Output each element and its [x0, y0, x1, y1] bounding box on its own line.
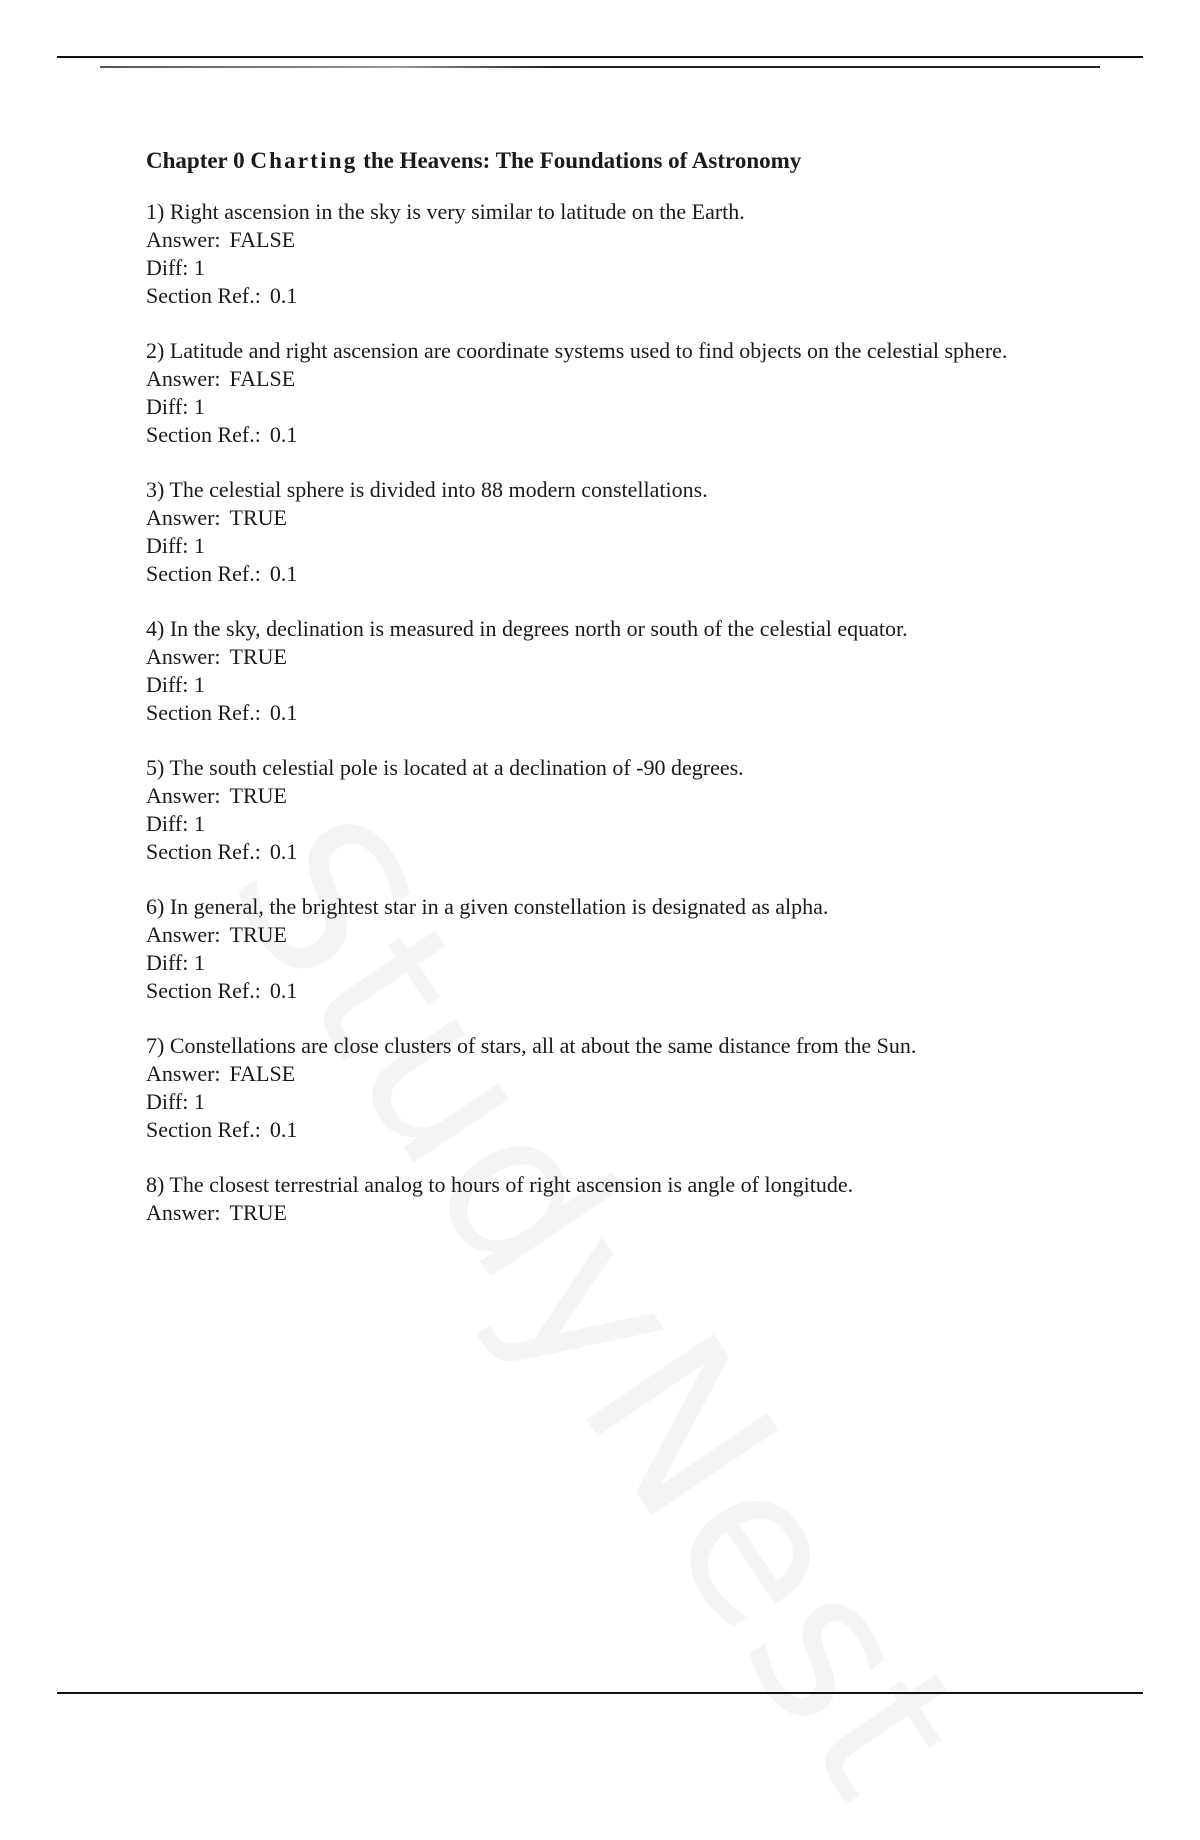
- diff-value: 1: [193, 1089, 205, 1114]
- question-text: 3) The celestial sphere is divided into 88 modern constellations.: [146, 477, 708, 502]
- top-rule: [57, 56, 1143, 58]
- section-ref-line: [146, 699, 1046, 727]
- section-ref-value: 0.1: [269, 561, 298, 586]
- section-ref-line: [146, 977, 1046, 1005]
- answer-value: TRUE: [229, 505, 287, 530]
- section-ref-line: [146, 282, 1046, 310]
- answer-value: TRUE: [229, 922, 287, 947]
- diff-label: Diff:: [146, 811, 189, 836]
- answer-line: [146, 643, 1046, 671]
- answer-label: Answer:: [146, 644, 221, 669]
- diff-line: [146, 810, 1046, 838]
- answer-value: TRUE: [229, 1200, 287, 1225]
- section-ref-line: [146, 421, 1046, 449]
- diff-value: 1: [193, 255, 205, 280]
- question-item: [146, 198, 1046, 310]
- document-body: [146, 144, 1046, 1254]
- section-ref-value: 0.1: [269, 978, 298, 1003]
- answer-value: TRUE: [229, 644, 287, 669]
- answer-value: TRUE: [229, 783, 287, 808]
- answer-label: Answer:: [146, 1061, 221, 1086]
- diff-line: [146, 1088, 1046, 1116]
- answer-value: FALSE: [229, 1061, 296, 1086]
- title-spaced: Charting: [250, 148, 358, 173]
- diff-label: Diff:: [146, 533, 189, 558]
- question-item: [146, 476, 1046, 588]
- diff-value: 1: [193, 950, 205, 975]
- answer-line: [146, 921, 1046, 949]
- answer-label: Answer:: [146, 505, 221, 530]
- answer-line: [146, 782, 1046, 810]
- question-item: [146, 754, 1046, 866]
- question-text: 2) Latitude and right ascension are coordinate systems used to find objects on the celestial sphere.: [146, 338, 1008, 363]
- diff-value: 1: [193, 533, 205, 558]
- answer-line: [146, 1060, 1046, 1088]
- question-text: 5) The south celestial pole is located at a declination of -90 degrees.: [146, 755, 744, 780]
- answer-label: Answer:: [146, 227, 221, 252]
- diff-value: 1: [193, 394, 205, 419]
- diff-label: Diff:: [146, 1089, 189, 1114]
- answer-line: [146, 1199, 1046, 1227]
- answer-label: Answer:: [146, 922, 221, 947]
- answer-label: Answer:: [146, 783, 221, 808]
- diff-value: 1: [193, 811, 205, 836]
- bottom-rule: [57, 1692, 1143, 1694]
- diff-line: [146, 532, 1046, 560]
- section-ref-line: [146, 560, 1046, 588]
- diff-line: [146, 949, 1046, 977]
- question-item: [146, 893, 1046, 1005]
- section-ref-label: Section Ref.:: [146, 422, 261, 447]
- question-item: [146, 1032, 1046, 1144]
- section-ref-label: Section Ref.:: [146, 1117, 261, 1142]
- section-ref-label: Section Ref.:: [146, 700, 261, 725]
- section-ref-value: 0.1: [269, 700, 298, 725]
- answer-label: Answer:: [146, 1200, 221, 1225]
- question-text: 1) Right ascension in the sky is very similar to latitude on the Earth.: [146, 199, 745, 224]
- answer-line: [146, 365, 1046, 393]
- diff-label: Diff:: [146, 255, 189, 280]
- question-item: [146, 615, 1046, 727]
- diff-line: [146, 671, 1046, 699]
- diff-label: Diff:: [146, 950, 189, 975]
- section-ref-value: 0.1: [269, 283, 298, 308]
- answer-line: [146, 226, 1046, 254]
- section-ref-value: 0.1: [269, 839, 298, 864]
- diff-line: [146, 254, 1046, 282]
- section-ref-label: Section Ref.:: [146, 839, 261, 864]
- section-ref-line: [146, 1116, 1046, 1144]
- question-text: 8) The closest terrestrial analog to hours of right ascension is angle of longitude.: [146, 1172, 854, 1197]
- answer-label: Answer:: [146, 366, 221, 391]
- section-ref-value: 0.1: [269, 422, 298, 447]
- diff-line: [146, 393, 1046, 421]
- diff-value: 1: [193, 672, 205, 697]
- answer-value: FALSE: [229, 227, 296, 252]
- question-list: [146, 198, 1046, 1227]
- section-ref-value: 0.1: [269, 1117, 298, 1142]
- question-item: [146, 1171, 1046, 1227]
- answer-value: FALSE: [229, 366, 296, 391]
- section-ref-label: Section Ref.:: [146, 561, 261, 586]
- answer-line: [146, 504, 1046, 532]
- title-suffix: the Heavens: The Foundations of Astronomy: [363, 148, 802, 173]
- question-text: 7) Constellations are close clusters of stars, all at about the same distance from the Sun.: [146, 1033, 917, 1058]
- question-text: 6) In general, the brightest star in a given constellation is designated as alpha.: [146, 894, 829, 919]
- section-ref-line: [146, 838, 1046, 866]
- title-prefix: Chapter 0: [146, 148, 245, 173]
- section-ref-label: Section Ref.:: [146, 978, 261, 1003]
- question-text: 4) In the sky, declination is measured in degrees north or south of the celestial equator.: [146, 616, 908, 641]
- section-ref-label: Section Ref.:: [146, 283, 261, 308]
- chapter-title: [146, 144, 1046, 178]
- top-rule-secondary: [100, 66, 1100, 68]
- question-item: [146, 337, 1046, 449]
- diff-label: Diff:: [146, 394, 189, 419]
- diff-label: Diff:: [146, 672, 189, 697]
